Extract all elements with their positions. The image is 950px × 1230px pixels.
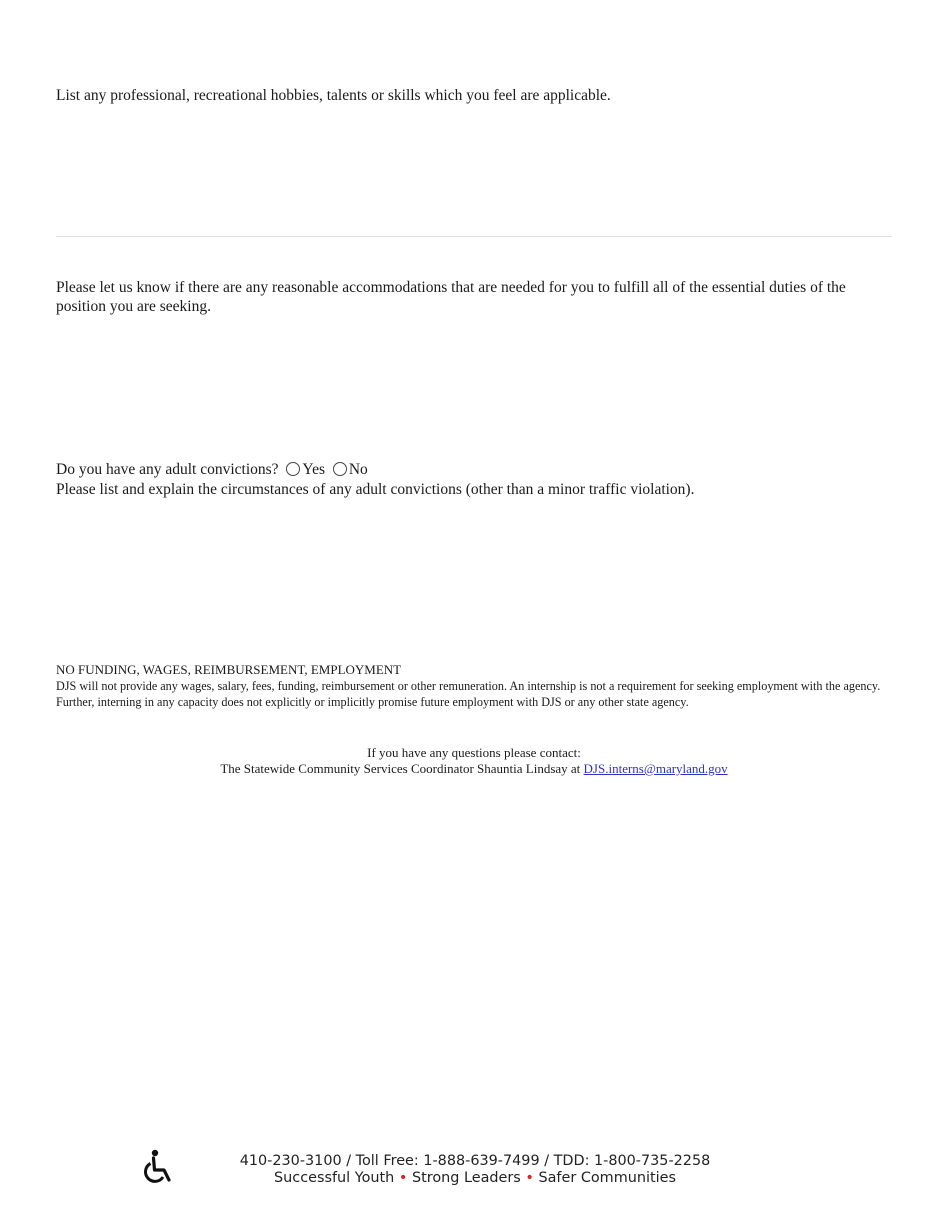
contact-text: The Statewide Community Services Coordinator Shauntia Lindsay at (220, 761, 581, 776)
slogan-strong-leaders: Strong Leaders (411, 1170, 521, 1186)
slogan-successful-youth: Successful Youth (274, 1170, 395, 1186)
accommodations-answer-field[interactable] (56, 322, 892, 450)
radio-yes-label: Yes (302, 461, 325, 478)
convictions-row (56, 460, 892, 479)
contact-email-link[interactable]: DJS.interns@maryland.gov (583, 761, 728, 776)
radio-no[interactable] (333, 462, 347, 476)
section-divider (56, 236, 892, 237)
contact-line-1: If you have any questions please contact: (367, 745, 581, 760)
slogan-separator: • (398, 1170, 408, 1186)
footer-phones: 410-230-3100 / Toll Free: 1-888-639-7499 / TDD: 1-800-735-2258 (239, 1153, 711, 1169)
footer-slogan (175, 1170, 775, 1187)
notice-heading: NO FUNDING, WAGES, REIMBURSEMENT, EMPLOYMENT (56, 662, 402, 677)
radio-no-label: No (348, 461, 368, 478)
accessibility-icon (141, 1148, 175, 1186)
convictions-explain-prompt: Please list and explain the circumstances of any adult convictions (other than a minor traffic violation). (56, 481, 695, 498)
convictions-answer-field[interactable] (56, 504, 892, 644)
hobbies-question: List any professional, recreational hobbies, talents or skills which you feel are applicable. (56, 87, 611, 104)
slogan-safer-communities: Safer Communities (538, 1170, 676, 1186)
contact-line-2 (56, 761, 892, 777)
accommodations-question: Please let us know if there are any reasonable accommodations that are needed for you to fulfill all of the essential duties of the position you are seeking. (56, 279, 846, 315)
notice-body: DJS will not provide any wages, salary, fees, funding, reimbursement or other remuneration. An internship is not a requirement for seeking employment with the agency. Further, interning in any capacity does not explicitly or implicitly promise future employment with DJS or any other state agency. (56, 679, 881, 709)
radio-yes[interactable] (286, 462, 300, 476)
hobbies-answer-field[interactable] (56, 112, 892, 230)
slogan-separator: • (525, 1170, 534, 1186)
convictions-question: Do you have any adult convictions? (56, 461, 279, 478)
